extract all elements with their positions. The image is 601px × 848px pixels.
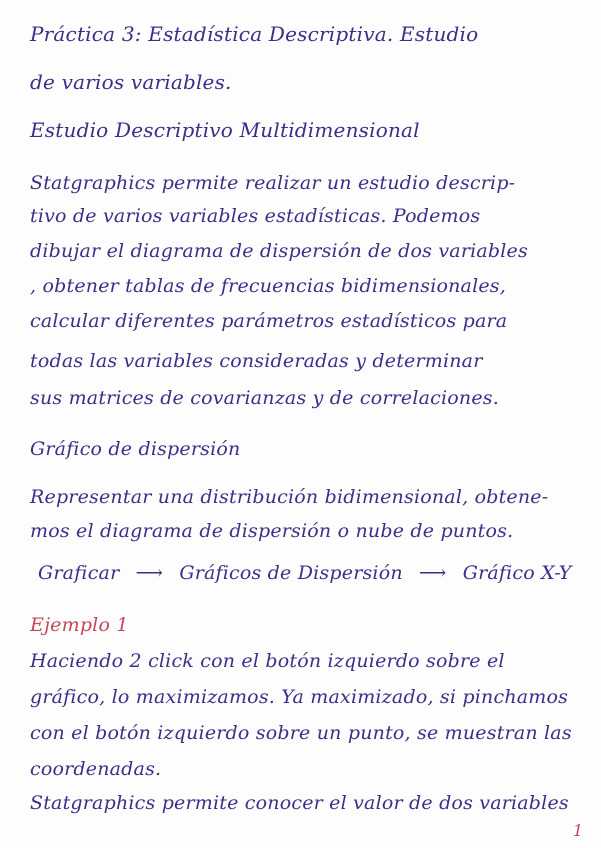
arrow-icon: ⟶ bbox=[135, 562, 164, 584]
paragraph-line: dibujar el diagrama de dispersión de dos variables bbox=[30, 240, 528, 262]
title-line-2: de varios variables. bbox=[30, 70, 232, 94]
menu-step-grafico-xy: Gráfico X-Y bbox=[462, 562, 572, 584]
menu-step-graficos-dispersion: Gráficos de Dispersión bbox=[179, 562, 403, 584]
menu-path bbox=[38, 562, 571, 584]
example-heading: Ejemplo 1 bbox=[30, 614, 129, 636]
paragraph-line: calcular diferentes parámetros estadísticos para bbox=[30, 310, 508, 332]
subheading: Gráfico de dispersión bbox=[30, 438, 241, 460]
example-line: con el botón izquierdo sobre un punto, se muestran las bbox=[30, 722, 572, 744]
menu-step-graficar: Graficar bbox=[38, 562, 120, 584]
paragraph-line: todas las variables consideradas y determinar bbox=[30, 350, 483, 372]
paragraph2-line: mos el diagrama de dispersión o nube de puntos. bbox=[30, 520, 514, 542]
title-line-1: Práctica 3: Estadística Descriptiva. Estudio bbox=[30, 22, 479, 46]
paragraph-line: sus matrices de covarianzas y de correlaciones. bbox=[30, 387, 499, 409]
example-line: Statgraphics permite conocer el valor de dos variables bbox=[30, 792, 569, 814]
page-number: 1 bbox=[572, 821, 583, 840]
paragraph-line: , obtener tablas de frecuencias bidimensionales, bbox=[30, 275, 506, 297]
arrow-icon: ⟶ bbox=[419, 562, 447, 584]
paragraph-line: Statgraphics permite realizar un estudio descrip- bbox=[30, 172, 516, 194]
example-line: gráfico, lo maximizamos. Ya maximizado, si pinchamos bbox=[30, 686, 569, 708]
example-line: Haciendo 2 click con el botón izquierdo sobre el bbox=[30, 650, 505, 672]
paragraph2-line: Representar una distribución bidimensional, obtene- bbox=[30, 486, 549, 508]
section-heading: Estudio Descriptivo Multidimensional bbox=[30, 118, 420, 142]
paragraph-line: tivo de varios variables estadísticas. Podemos bbox=[30, 205, 481, 227]
example-line: coordenadas. bbox=[30, 758, 162, 780]
